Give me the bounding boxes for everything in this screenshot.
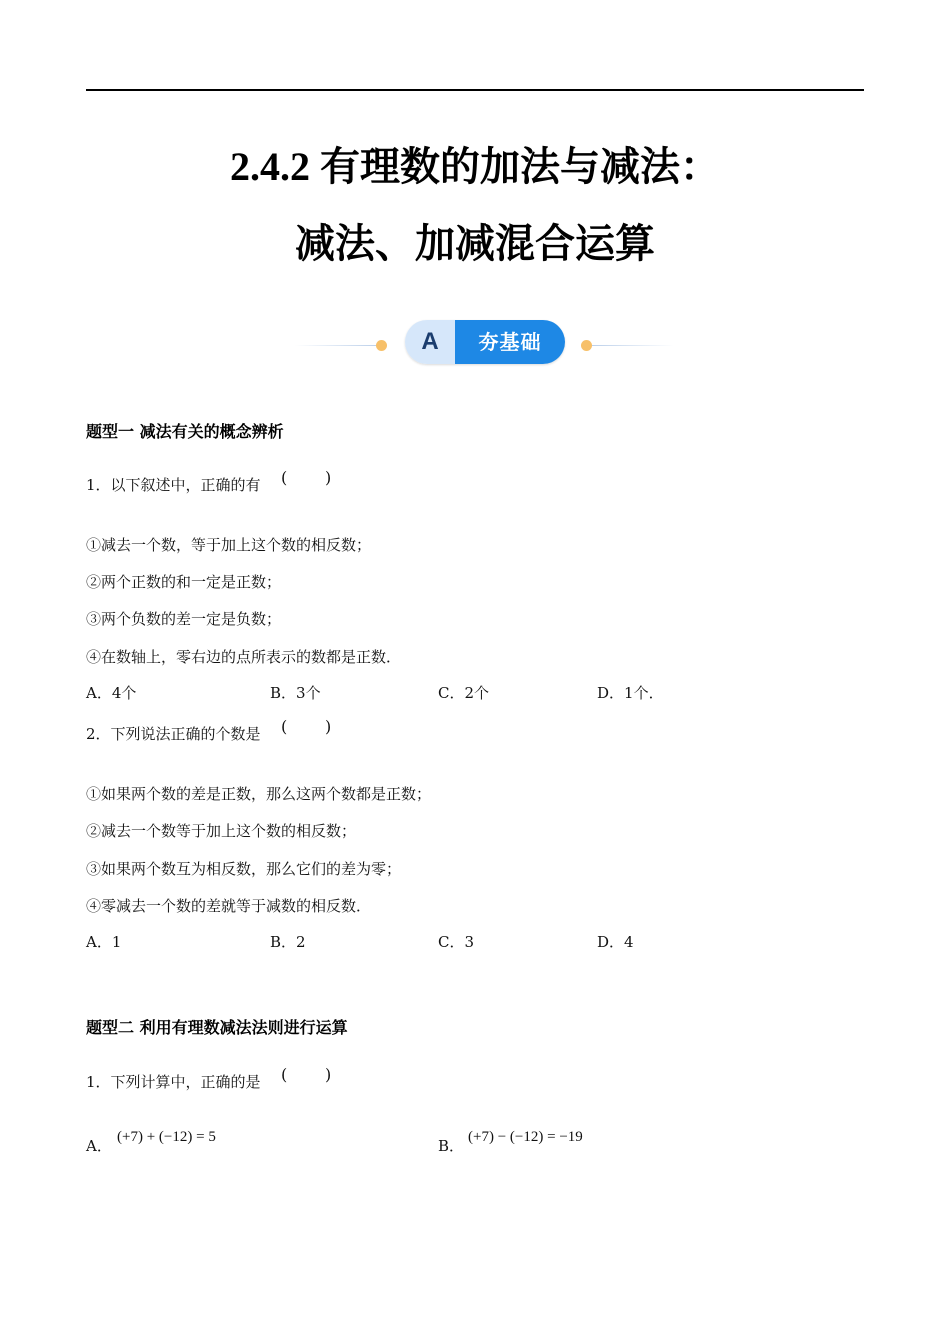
statement-item: ①如果两个数的差是正数，那么这两个数都是正数； bbox=[86, 785, 432, 803]
answer-paren-open: ( bbox=[281, 717, 288, 736]
badge-left-line bbox=[295, 345, 377, 346]
question-1-stem: 1．下列计算中，正确的是 bbox=[86, 1073, 261, 1091]
answer-paren-close: ) bbox=[325, 717, 332, 736]
option-a-expression: (+7) + (−12) = 5 bbox=[117, 1129, 216, 1145]
option-d: D．1个． bbox=[597, 684, 664, 702]
badge-text: 夯基础 bbox=[455, 320, 565, 364]
badge-right-dot bbox=[581, 340, 592, 351]
question-2-stem: 2．下列说法正确的个数是 bbox=[86, 725, 261, 743]
badge-letter: A bbox=[405, 320, 455, 364]
title-line-2: 减法、加减混合运算 bbox=[295, 221, 655, 266]
option-a: A．1 bbox=[86, 933, 122, 951]
answer-paren-close: ) bbox=[325, 1065, 332, 1084]
section-heading-1: 题型一 减法有关的概念辨析 bbox=[86, 422, 284, 441]
answer-paren-close: ) bbox=[325, 468, 332, 487]
option-c: C．3 bbox=[438, 933, 475, 951]
option-b: B．3个 bbox=[270, 684, 321, 702]
answer-paren-open: ( bbox=[281, 1065, 288, 1084]
option-a-label: A． bbox=[86, 1137, 112, 1155]
option-a: A．4个 bbox=[86, 684, 137, 702]
statement-item: ④零减去一个数的差就等于减数的相反数． bbox=[86, 897, 372, 915]
question-1-stem: 1．以下叙述中，正确的有 bbox=[86, 476, 261, 494]
badge-right-line bbox=[592, 345, 674, 346]
option-b-label: B． bbox=[438, 1137, 465, 1155]
statement-item: ④在数轴上，零右边的点所表示的数都是正数． bbox=[86, 648, 402, 666]
title-line-1: 2.4.2 有理数的加法与减法： bbox=[230, 144, 720, 189]
statement-item: ②减去一个数等于加上这个数的相反数； bbox=[86, 822, 357, 840]
statement-item: ②两个正数的和一定是正数； bbox=[86, 573, 282, 591]
answer-paren-open: ( bbox=[281, 468, 288, 487]
statement-item: ①减去一个数，等于加上这个数的相反数； bbox=[86, 536, 372, 554]
statement-item: ③如果两个数互为相反数，那么它们的差为零； bbox=[86, 860, 402, 878]
level-badge bbox=[405, 320, 565, 364]
section-heading-2: 题型二 利用有理数减法法则进行运算 bbox=[86, 1018, 348, 1037]
option-b: B．2 bbox=[270, 933, 306, 951]
badge-left-dot bbox=[376, 340, 387, 351]
option-d: D．4 bbox=[597, 933, 634, 951]
level-badge-area bbox=[0, 318, 950, 366]
statement-item: ③两个负数的差一定是负数； bbox=[86, 610, 282, 628]
top-rule bbox=[86, 89, 864, 91]
option-b-expression: (+7) − (−12) = −19 bbox=[468, 1129, 583, 1145]
option-c: C．2个 bbox=[438, 684, 490, 702]
